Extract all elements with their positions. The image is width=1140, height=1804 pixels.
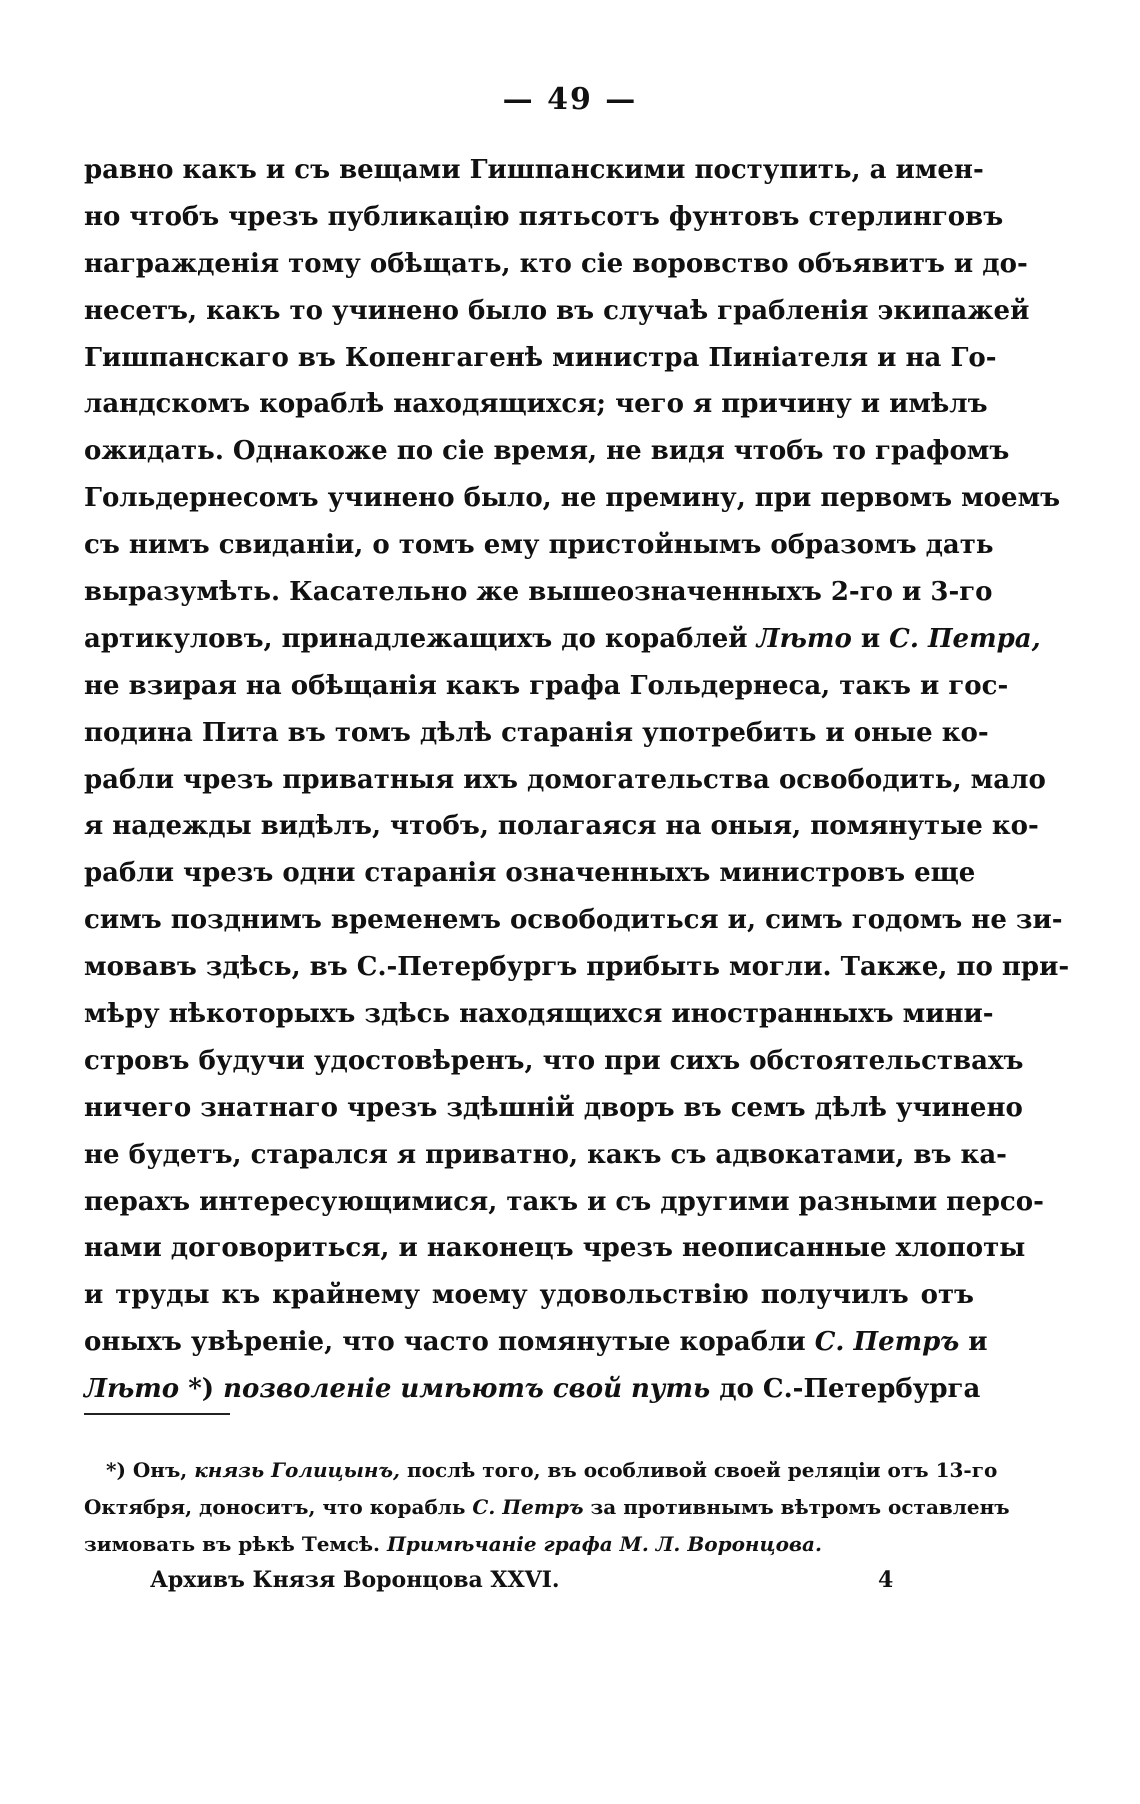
footnote xyxy=(84,1452,1010,1563)
text-run: нами договориться, и наконецъ чрезъ неописанные хлопоты xyxy=(84,1233,1026,1264)
text-run: оныхъ увѣреніе, что часто помянутые корабли xyxy=(84,1327,815,1358)
text-run: стровъ будучи удостовѣренъ, что при сихъ обстоятельствахъ xyxy=(84,1045,1024,1076)
text-run: не будетъ, старался я приватно, какъ съ адвокатами, въ ка- xyxy=(84,1139,1007,1170)
text-run: ожидать. Однакоже по сіе время, не видя чтобъ то графомъ xyxy=(84,436,1010,467)
italic-text: С. Петра, xyxy=(889,623,1041,654)
page-number: — 49 — xyxy=(502,82,638,117)
text-run: за противнымъ вѣтромъ оставленъ xyxy=(583,1495,1010,1519)
text-line xyxy=(84,663,1009,710)
italic-text: князь Голицынъ, xyxy=(194,1458,400,1482)
text-run: выразумѣть. Касательно же вышеозначенныхъ 2-го и 3-го xyxy=(84,577,993,608)
text-run: симъ позднимъ временемъ освободиться и, симъ годомъ не зи- xyxy=(84,905,1063,936)
text-run: ничего знатнаго чрезъ здѣшній дворъ въ семъ дѣлѣ учинено xyxy=(84,1092,1023,1123)
text-run: подина Пита въ томъ дѣлѣ старанія употребить и оные ко- xyxy=(84,717,989,748)
text-run: *) xyxy=(179,1374,224,1405)
text-line xyxy=(84,147,984,194)
printer-signature xyxy=(150,1562,900,1598)
text-run: съ нимъ свиданіи, о томъ ему пристойнымъ образомъ дать xyxy=(84,530,994,561)
italic-text: Лѣто xyxy=(84,1374,180,1405)
text-line xyxy=(84,803,1039,850)
text-line xyxy=(84,475,1061,522)
text-run: и xyxy=(959,1327,988,1358)
text-run: Гольдернесомъ учинено было, не премину, при первомъ моемъ xyxy=(84,483,1061,514)
text-run: и xyxy=(851,623,890,654)
footnote-line xyxy=(84,1526,974,1563)
text-line xyxy=(84,1319,988,1366)
text-line xyxy=(84,1366,981,1413)
text-line xyxy=(84,710,989,757)
text-run: равно какъ и съ вещами Гишпанскими поступить, а имен- xyxy=(84,155,984,185)
italic-text: Примѣчаніе графа М. Л. Воронцова. xyxy=(386,1532,822,1556)
text-run: послѣ того, въ особливой своей реляціи отъ 13-го xyxy=(400,1458,998,1482)
italic-text: Лѣто xyxy=(756,623,852,654)
text-line xyxy=(84,288,1030,335)
text-line xyxy=(84,944,1070,991)
text-line xyxy=(84,522,994,569)
text-line xyxy=(84,1038,1024,1085)
text-run: мовавъ здѣсь, въ С.-Петербургъ прибыть могли. Также, по при- xyxy=(84,952,1070,983)
text-run: зимовать въ рѣкѣ Темсѣ. xyxy=(84,1532,387,1556)
text-run: мѣру нѣкоторыхъ здѣсь находящихся иностранныхъ мини- xyxy=(84,999,994,1030)
text-run: до С.-Петербурга xyxy=(710,1374,981,1405)
text-line xyxy=(84,241,1028,288)
text-run: рабли чрезъ одни старанія означенныхъ министровъ еще xyxy=(84,858,976,889)
text-line xyxy=(84,1132,1007,1179)
text-run: но чтобъ чрезъ публикацію пятьсотъ фунтовъ стерлинговъ xyxy=(84,201,1004,232)
text-run: артикуловъ, принадлежащихъ до кораблей xyxy=(84,623,757,654)
text-line xyxy=(84,1179,1044,1226)
text-line xyxy=(84,569,993,616)
text-line xyxy=(84,1272,974,1319)
text-line xyxy=(84,1225,1026,1272)
text-run: *) Онъ, xyxy=(106,1458,195,1482)
italic-text: позволеніе имѣютъ свой путь xyxy=(223,1374,711,1405)
text-run: рабли чрезъ приватныя ихъ домогательства освободить, мало xyxy=(84,764,1046,795)
text-line xyxy=(84,428,1010,475)
text-line xyxy=(84,897,1063,944)
text-run: и труды къ крайнему моему удовольствію получилъ отъ xyxy=(84,1280,974,1311)
italic-text: С. Петръ xyxy=(472,1495,584,1519)
text-run: Гишпанскаго въ Копенгагенѣ министра Пиніателя и на Го- xyxy=(84,342,997,373)
text-run: Октября, доноситъ, что корабль xyxy=(84,1495,473,1519)
text-run: перахъ интересующимися, такъ и съ другими разными персо- xyxy=(84,1186,1044,1217)
signature-sheet-number: 4 xyxy=(878,1567,894,1593)
italic-text: С. Петръ xyxy=(814,1327,960,1358)
text-line xyxy=(84,991,994,1038)
text-run: я надежды видѣлъ, чтобъ, полагаяся на оныя, помянутые ко- xyxy=(84,811,1039,842)
text-line xyxy=(84,616,1041,663)
text-line xyxy=(84,335,997,382)
text-line xyxy=(84,381,988,428)
text-run: ландскомъ кораблѣ находящихся; чего я причину и имѣлъ xyxy=(84,389,988,420)
text-line xyxy=(84,1085,1023,1132)
text-line xyxy=(84,757,1046,804)
signature-title: Архивъ Князя Воронцова XXVI. xyxy=(150,1567,560,1593)
text-run: несетъ, какъ то учинено было въ случаѣ грабленія экипажей xyxy=(84,295,1030,326)
text-run: награжденія тому обѣщать, кто сіе воровство объявитъ и до- xyxy=(84,248,1028,279)
footnote-separator xyxy=(84,1413,230,1415)
body-text xyxy=(84,147,1070,1413)
text-line xyxy=(84,850,974,897)
text-run: не взирая на обѣщанія какъ графа Гольдернеса, такъ и гос- xyxy=(84,670,1009,701)
footnote-line xyxy=(84,1489,1010,1526)
text-line xyxy=(84,194,1004,241)
footnote-line xyxy=(84,1452,998,1489)
